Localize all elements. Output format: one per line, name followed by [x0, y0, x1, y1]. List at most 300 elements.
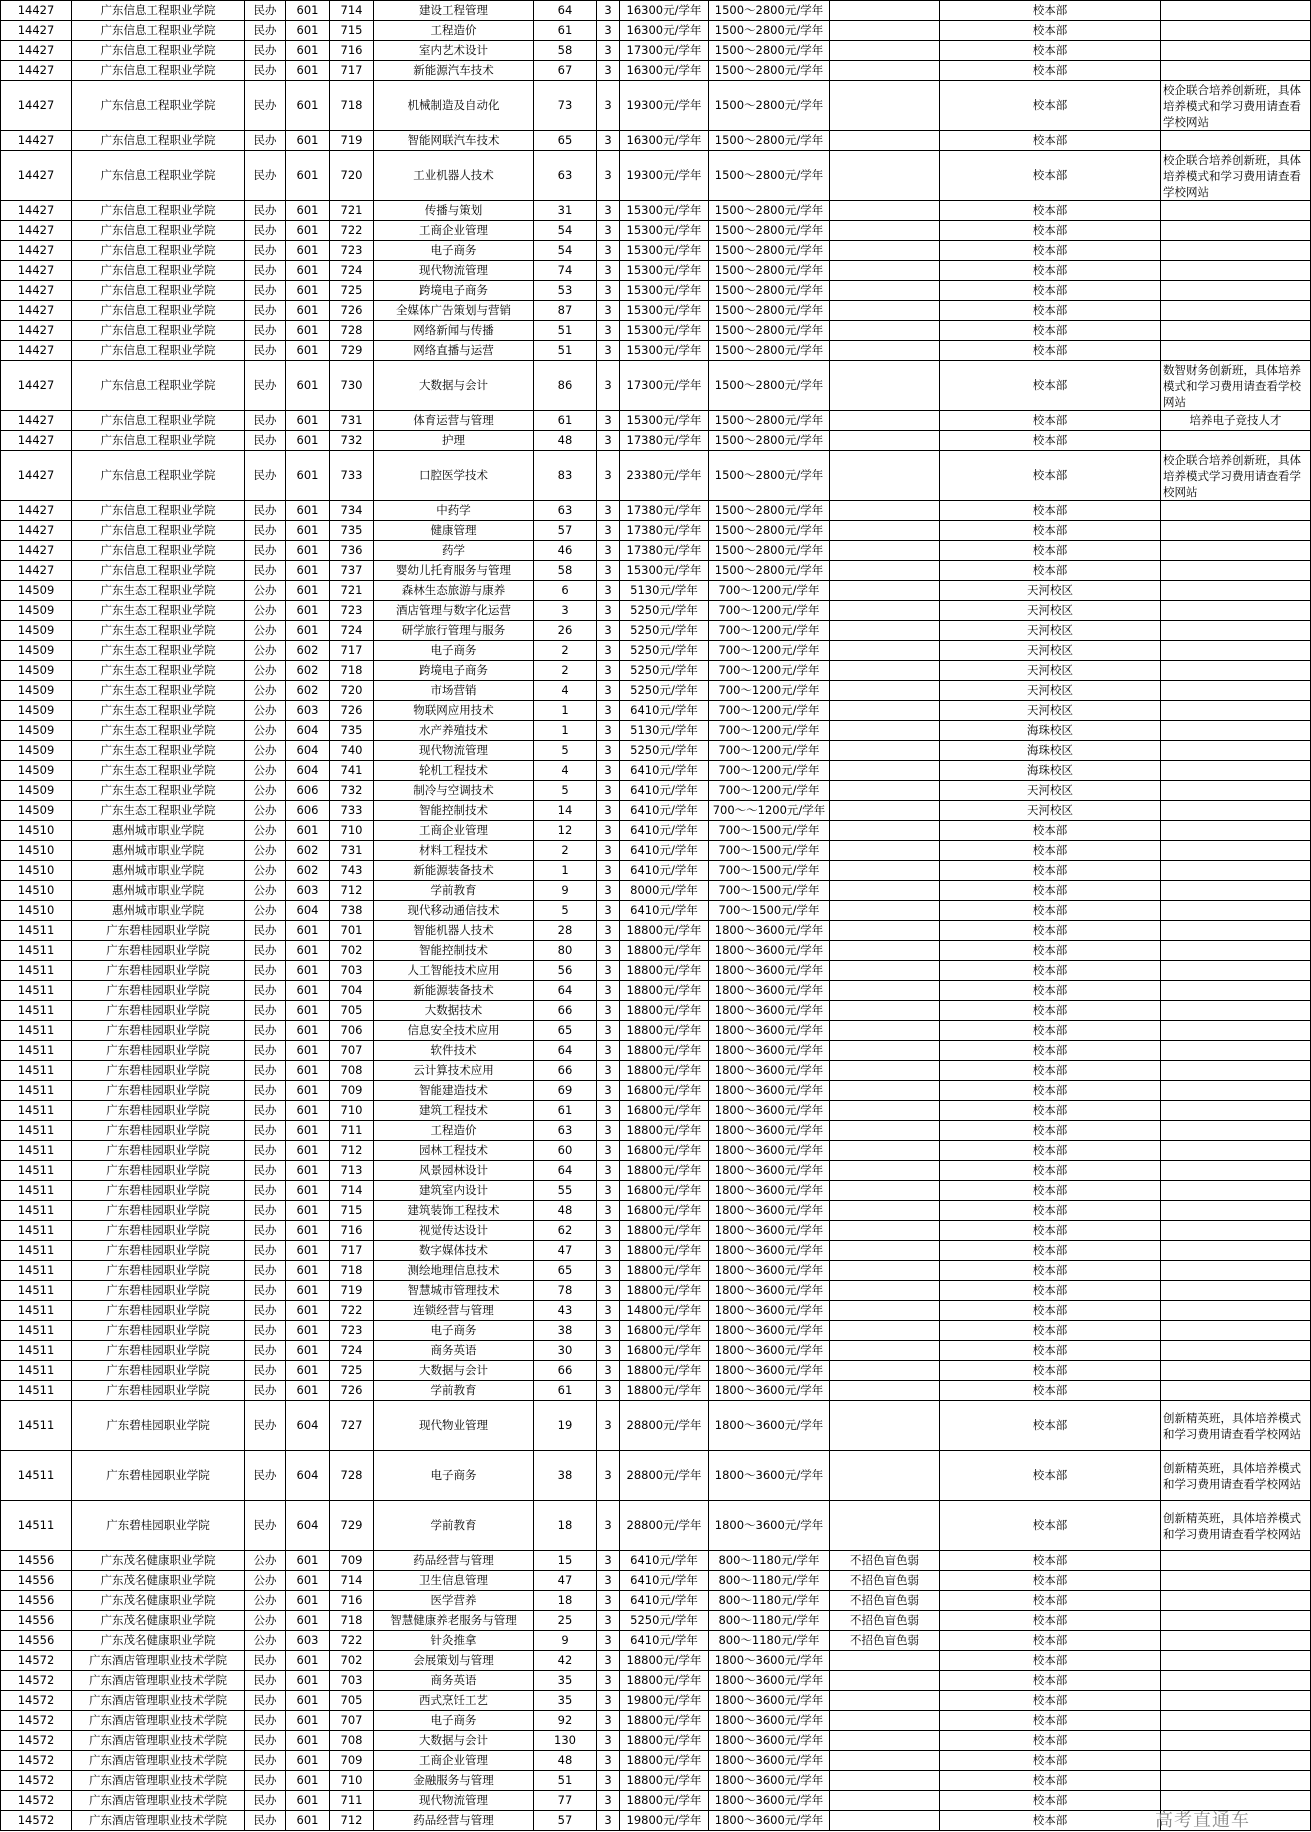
plan-count-cell: 2	[534, 661, 597, 681]
major-name-cell: 网络直播与运营	[374, 341, 534, 361]
major-code-cell: 731	[330, 841, 374, 861]
plan-count-cell: 47	[534, 1571, 597, 1591]
major-code-cell: 711	[330, 1791, 374, 1811]
remark-cell	[1161, 1671, 1311, 1691]
ownership-cell: 公办	[245, 781, 286, 801]
table-row	[1, 1671, 1311, 1691]
school-code-cell: 14511	[1, 1451, 72, 1501]
major-code-cell: 710	[330, 1771, 374, 1791]
school-code-cell: 14509	[1, 741, 72, 761]
table-row	[1, 131, 1311, 151]
ownership-cell: 公办	[245, 881, 286, 901]
school-code-cell: 14511	[1, 1261, 72, 1281]
remark-cell	[1161, 301, 1311, 321]
ownership-cell: 民办	[245, 221, 286, 241]
campus-cell: 校本部	[940, 901, 1161, 921]
accommodation-fee-cell: 1800～3600元/学年	[709, 1811, 830, 1831]
remark-cell	[1161, 1181, 1311, 1201]
major-code-cell: 704	[330, 981, 374, 1001]
remark-cell	[1161, 281, 1311, 301]
remark-cell	[1161, 1301, 1311, 1321]
remark-cell	[1161, 1381, 1311, 1401]
group-code-cell: 601	[286, 561, 330, 581]
ownership-cell: 民办	[245, 21, 286, 41]
restriction-cell	[830, 1671, 940, 1691]
duration-cell: 3	[597, 561, 620, 581]
school-name-cell: 广东信息工程职业学院	[72, 81, 245, 131]
campus-cell: 校本部	[940, 1771, 1161, 1791]
ownership-cell: 民办	[245, 1321, 286, 1341]
campus-cell: 校本部	[940, 281, 1161, 301]
remark-cell	[1161, 521, 1311, 541]
group-code-cell: 601	[286, 1791, 330, 1811]
plan-count-cell: 4	[534, 761, 597, 781]
ownership-cell: 民办	[245, 281, 286, 301]
plan-count-cell: 1	[534, 861, 597, 881]
group-code-cell: 602	[286, 861, 330, 881]
tuition-cell: 15300元/学年	[620, 241, 709, 261]
accommodation-fee-cell: 1500～2800元/学年	[709, 151, 830, 201]
tuition-cell: 6410元/学年	[620, 1551, 709, 1571]
campus-cell: 校本部	[940, 1691, 1161, 1711]
major-code-cell: 735	[330, 521, 374, 541]
school-name-cell: 广东碧桂园职业学院	[72, 1301, 245, 1321]
duration-cell: 3	[597, 921, 620, 941]
tuition-cell: 28800元/学年	[620, 1501, 709, 1551]
group-code-cell: 601	[286, 541, 330, 561]
plan-count-cell: 48	[534, 1751, 597, 1771]
accommodation-fee-cell: 1500～2800元/学年	[709, 451, 830, 501]
group-code-cell: 601	[286, 1161, 330, 1181]
group-code-cell: 601	[286, 1671, 330, 1691]
campus-cell: 校本部	[940, 1751, 1161, 1771]
plan-count-cell: 2	[534, 641, 597, 661]
remark-cell: 创新精英班，具体培养模式和学习费用请查看学校网站	[1161, 1501, 1311, 1551]
group-code-cell: 601	[286, 1651, 330, 1671]
school-code-cell: 14511	[1, 1181, 72, 1201]
school-code-cell: 14427	[1, 21, 72, 41]
tuition-cell: 6410元/学年	[620, 901, 709, 921]
campus-cell: 校本部	[940, 131, 1161, 151]
plan-count-cell: 51	[534, 321, 597, 341]
duration-cell: 3	[597, 1281, 620, 1301]
duration-cell: 3	[597, 131, 620, 151]
duration-cell: 3	[597, 1631, 620, 1651]
major-name-cell: 电子商务	[374, 241, 534, 261]
plan-count-cell: 46	[534, 541, 597, 561]
school-name-cell: 广东酒店管理职业技术学院	[72, 1731, 245, 1751]
ownership-cell: 民办	[245, 61, 286, 81]
major-code-cell: 701	[330, 921, 374, 941]
ownership-cell: 民办	[245, 921, 286, 941]
ownership-cell: 民办	[245, 521, 286, 541]
major-name-cell: 新能源装备技术	[374, 981, 534, 1001]
restriction-cell	[830, 1771, 940, 1791]
ownership-cell: 公办	[245, 581, 286, 601]
major-code-cell: 707	[330, 1711, 374, 1731]
school-code-cell: 14572	[1, 1711, 72, 1731]
table-row	[1, 241, 1311, 261]
group-code-cell: 601	[286, 501, 330, 521]
school-code-cell: 14510	[1, 881, 72, 901]
tuition-cell: 15300元/学年	[620, 281, 709, 301]
school-code-cell: 14427	[1, 281, 72, 301]
restriction-cell	[830, 1361, 940, 1381]
group-code-cell: 601	[286, 151, 330, 201]
restriction-cell	[830, 541, 940, 561]
table-row	[1, 1791, 1311, 1811]
major-code-cell: 718	[330, 661, 374, 681]
tuition-cell: 18800元/学年	[620, 1651, 709, 1671]
group-code-cell: 601	[286, 961, 330, 981]
major-name-cell: 智慧城市管理技术	[374, 1281, 534, 1301]
school-name-cell: 广东生态工程职业学院	[72, 601, 245, 621]
remark-cell	[1161, 321, 1311, 341]
table-row	[1, 661, 1311, 681]
table-row	[1, 1771, 1311, 1791]
school-name-cell: 广东碧桂园职业学院	[72, 1041, 245, 1061]
accommodation-fee-cell: 1800～3600元/学年	[709, 1141, 830, 1161]
group-code-cell: 601	[286, 281, 330, 301]
major-code-cell: 712	[330, 1141, 374, 1161]
campus-cell: 校本部	[940, 1161, 1161, 1181]
restriction-cell	[830, 1401, 940, 1451]
accommodation-fee-cell: 1800～3600元/学年	[709, 1061, 830, 1081]
major-name-cell: 网络新闻与传播	[374, 321, 534, 341]
plan-count-cell: 61	[534, 411, 597, 431]
major-name-cell: 电子商务	[374, 641, 534, 661]
school-code-cell: 14511	[1, 1061, 72, 1081]
major-name-cell: 新能源装备技术	[374, 861, 534, 881]
campus-cell: 校本部	[940, 21, 1161, 41]
school-name-cell: 广东茂名健康职业学院	[72, 1571, 245, 1591]
school-name-cell: 广东碧桂园职业学院	[72, 1161, 245, 1181]
group-code-cell: 604	[286, 741, 330, 761]
plan-count-cell: 61	[534, 1381, 597, 1401]
ownership-cell: 民办	[245, 1, 286, 21]
school-code-cell: 14509	[1, 621, 72, 641]
school-code-cell: 14556	[1, 1551, 72, 1571]
plan-count-cell: 5	[534, 901, 597, 921]
school-name-cell: 广东碧桂园职业学院	[72, 1061, 245, 1081]
restriction-cell	[830, 131, 940, 151]
campus-cell: 校本部	[940, 1201, 1161, 1221]
major-name-cell: 信息安全技术应用	[374, 1021, 534, 1041]
group-code-cell: 604	[286, 1401, 330, 1451]
school-code-cell: 14511	[1, 1221, 72, 1241]
accommodation-fee-cell: 700～1500元/学年	[709, 901, 830, 921]
school-code-cell: 14509	[1, 641, 72, 661]
duration-cell: 3	[597, 1181, 620, 1201]
ownership-cell: 公办	[245, 1571, 286, 1591]
major-code-cell: 718	[330, 81, 374, 131]
major-name-cell: 市场营销	[374, 681, 534, 701]
table-row	[1, 81, 1311, 131]
table-row	[1, 861, 1311, 881]
major-code-cell: 706	[330, 1021, 374, 1041]
plan-count-cell: 65	[534, 1021, 597, 1041]
ownership-cell: 民办	[245, 1691, 286, 1711]
table-row	[1, 1, 1311, 21]
duration-cell: 3	[597, 961, 620, 981]
restriction-cell	[830, 361, 940, 411]
ownership-cell: 民办	[245, 941, 286, 961]
accommodation-fee-cell: 1500～2800元/学年	[709, 521, 830, 541]
remark-cell	[1161, 1241, 1311, 1261]
plan-count-cell: 64	[534, 1161, 597, 1181]
ownership-cell: 公办	[245, 621, 286, 641]
remark-cell	[1161, 1281, 1311, 1301]
school-name-cell: 广东信息工程职业学院	[72, 541, 245, 561]
school-code-cell: 14510	[1, 821, 72, 841]
school-code-cell: 14427	[1, 261, 72, 281]
accommodation-fee-cell: 700～1500元/学年	[709, 881, 830, 901]
plan-count-cell: 6	[534, 581, 597, 601]
duration-cell: 3	[597, 1061, 620, 1081]
duration-cell: 3	[597, 941, 620, 961]
ownership-cell: 民办	[245, 1711, 286, 1731]
duration-cell: 3	[597, 1141, 620, 1161]
group-code-cell: 602	[286, 681, 330, 701]
campus-cell: 校本部	[940, 921, 1161, 941]
ownership-cell: 民办	[245, 1021, 286, 1041]
restriction-cell	[830, 601, 940, 621]
ownership-cell: 民办	[245, 1161, 286, 1181]
restriction-cell	[830, 721, 940, 741]
school-name-cell: 广东信息工程职业学院	[72, 61, 245, 81]
tuition-cell: 6410元/学年	[620, 761, 709, 781]
major-name-cell: 电子商务	[374, 1451, 534, 1501]
ownership-cell: 民办	[245, 1261, 286, 1281]
major-code-cell: 702	[330, 941, 374, 961]
table-row	[1, 41, 1311, 61]
table-row	[1, 761, 1311, 781]
remark-cell	[1161, 741, 1311, 761]
table-row	[1, 1731, 1311, 1751]
campus-cell: 校本部	[940, 151, 1161, 201]
campus-cell: 天河校区	[940, 781, 1161, 801]
school-name-cell: 广东碧桂园职业学院	[72, 1361, 245, 1381]
major-name-cell: 酒店管理与数字化运营	[374, 601, 534, 621]
duration-cell: 3	[597, 151, 620, 201]
table-row	[1, 921, 1311, 941]
restriction-cell	[830, 961, 940, 981]
plan-count-cell: 60	[534, 1141, 597, 1161]
plan-count-cell: 5	[534, 781, 597, 801]
major-name-cell: 软件技术	[374, 1041, 534, 1061]
tuition-cell: 6410元/学年	[620, 1591, 709, 1611]
table-row	[1, 1381, 1311, 1401]
remark-cell	[1161, 621, 1311, 641]
restriction-cell	[830, 1451, 940, 1501]
table-row	[1, 1691, 1311, 1711]
school-name-cell: 广东酒店管理职业技术学院	[72, 1791, 245, 1811]
plan-count-cell: 64	[534, 1, 597, 21]
plan-count-cell: 66	[534, 1061, 597, 1081]
major-name-cell: 电子商务	[374, 1321, 534, 1341]
tuition-cell: 18800元/学年	[620, 1261, 709, 1281]
school-name-cell: 广东信息工程职业学院	[72, 431, 245, 451]
campus-cell: 校本部	[940, 1361, 1161, 1381]
major-name-cell: 口腔医学技术	[374, 451, 534, 501]
restriction-cell	[830, 1221, 940, 1241]
school-name-cell: 惠州城市职业学院	[72, 881, 245, 901]
plan-count-cell: 9	[534, 1631, 597, 1651]
major-name-cell: 电子商务	[374, 1711, 534, 1731]
accommodation-fee-cell: 700～1500元/学年	[709, 861, 830, 881]
ownership-cell: 公办	[245, 701, 286, 721]
tuition-cell: 16300元/学年	[620, 61, 709, 81]
school-name-cell: 惠州城市职业学院	[72, 901, 245, 921]
tuition-cell: 16300元/学年	[620, 21, 709, 41]
group-code-cell: 601	[286, 1591, 330, 1611]
accommodation-fee-cell: 1500～2800元/学年	[709, 21, 830, 41]
duration-cell: 3	[597, 261, 620, 281]
major-code-cell: 734	[330, 501, 374, 521]
remark-cell	[1161, 1121, 1311, 1141]
school-name-cell: 广东酒店管理职业技术学院	[72, 1751, 245, 1771]
remark-cell: 创新精英班，具体培养模式和学习费用请查看学校网站	[1161, 1451, 1311, 1501]
ownership-cell: 民办	[245, 1241, 286, 1261]
major-name-cell: 视觉传达设计	[374, 1221, 534, 1241]
major-name-cell: 商务英语	[374, 1341, 534, 1361]
school-code-cell: 14427	[1, 131, 72, 151]
accommodation-fee-cell: 1500～2800元/学年	[709, 241, 830, 261]
remark-cell	[1161, 841, 1311, 861]
tuition-cell: 17380元/学年	[620, 431, 709, 451]
table-row	[1, 1611, 1311, 1631]
major-code-cell: 708	[330, 1731, 374, 1751]
group-code-cell: 601	[286, 321, 330, 341]
table-row	[1, 781, 1311, 801]
ownership-cell: 民办	[245, 1341, 286, 1361]
table-row	[1, 1181, 1311, 1201]
duration-cell: 3	[597, 1791, 620, 1811]
school-code-cell: 14509	[1, 721, 72, 741]
accommodation-fee-cell: 1800～3600元/学年	[709, 1201, 830, 1221]
ownership-cell: 民办	[245, 1301, 286, 1321]
restriction-cell	[830, 841, 940, 861]
major-code-cell: 721	[330, 201, 374, 221]
duration-cell: 3	[597, 1551, 620, 1571]
ownership-cell: 民办	[245, 201, 286, 221]
ownership-cell: 民办	[245, 131, 286, 151]
duration-cell: 3	[597, 781, 620, 801]
ownership-cell: 公办	[245, 1551, 286, 1571]
school-name-cell: 广东碧桂园职业学院	[72, 1401, 245, 1451]
tuition-cell: 18800元/学年	[620, 1241, 709, 1261]
group-code-cell: 601	[286, 1751, 330, 1771]
school-code-cell: 14427	[1, 411, 72, 431]
remark-cell	[1161, 661, 1311, 681]
remark-cell	[1161, 641, 1311, 661]
remark-cell	[1161, 1571, 1311, 1591]
ownership-cell: 民办	[245, 1061, 286, 1081]
table-row	[1, 1361, 1311, 1381]
school-name-cell: 广东信息工程职业学院	[72, 561, 245, 581]
major-code-cell: 731	[330, 411, 374, 431]
group-code-cell: 601	[286, 521, 330, 541]
plan-count-cell: 66	[534, 1001, 597, 1021]
remark-cell: 校企联合培养创新班，具体培养模式学习费用请查看学校网站	[1161, 451, 1311, 501]
tuition-cell: 18800元/学年	[620, 1021, 709, 1041]
restriction-cell	[830, 1141, 940, 1161]
school-name-cell: 广东信息工程职业学院	[72, 521, 245, 541]
tuition-cell: 15300元/学年	[620, 561, 709, 581]
campus-cell: 校本部	[940, 1301, 1161, 1321]
major-name-cell: 现代物流管理	[374, 741, 534, 761]
remark-cell	[1161, 961, 1311, 981]
school-name-cell: 广东生态工程职业学院	[72, 781, 245, 801]
major-code-cell: 726	[330, 301, 374, 321]
tuition-cell: 18800元/学年	[620, 1791, 709, 1811]
major-name-cell: 连锁经营与管理	[374, 1301, 534, 1321]
major-code-cell: 714	[330, 1181, 374, 1201]
accommodation-fee-cell: 700～1200元/学年	[709, 761, 830, 781]
school-code-cell: 14572	[1, 1691, 72, 1711]
accommodation-fee-cell: 1800～3600元/学年	[709, 1241, 830, 1261]
accommodation-fee-cell: 1800～3600元/学年	[709, 1451, 830, 1501]
duration-cell: 3	[597, 41, 620, 61]
table-body	[1, 1, 1311, 1831]
restriction-cell	[830, 341, 940, 361]
school-name-cell: 广东茂名健康职业学院	[72, 1631, 245, 1651]
ownership-cell: 公办	[245, 741, 286, 761]
school-name-cell: 广东生态工程职业学院	[72, 741, 245, 761]
table-row	[1, 1501, 1311, 1551]
duration-cell: 3	[597, 601, 620, 621]
restriction-cell	[830, 1241, 940, 1261]
tuition-cell: 19800元/学年	[620, 1691, 709, 1711]
ownership-cell: 民办	[245, 1401, 286, 1451]
campus-cell: 校本部	[940, 201, 1161, 221]
remark-cell	[1161, 1361, 1311, 1381]
ownership-cell: 民办	[245, 241, 286, 261]
major-code-cell: 717	[330, 641, 374, 661]
ownership-cell: 公办	[245, 861, 286, 881]
accommodation-fee-cell: 1500～2800元/学年	[709, 281, 830, 301]
campus-cell: 校本部	[940, 981, 1161, 1001]
duration-cell: 3	[597, 1381, 620, 1401]
school-name-cell: 广东信息工程职业学院	[72, 501, 245, 521]
tuition-cell: 18800元/学年	[620, 1121, 709, 1141]
accommodation-fee-cell: 1800～3600元/学年	[709, 941, 830, 961]
accommodation-fee-cell: 1800～3600元/学年	[709, 1731, 830, 1751]
school-code-cell: 14509	[1, 661, 72, 681]
group-code-cell: 601	[286, 1281, 330, 1301]
school-name-cell: 广东信息工程职业学院	[72, 321, 245, 341]
plan-count-cell: 56	[534, 961, 597, 981]
ownership-cell: 民办	[245, 1771, 286, 1791]
table-row	[1, 1061, 1311, 1081]
tuition-cell: 5250元/学年	[620, 741, 709, 761]
major-name-cell: 风景园林设计	[374, 1161, 534, 1181]
duration-cell: 3	[597, 1751, 620, 1771]
remark-cell	[1161, 501, 1311, 521]
remark-cell	[1161, 1081, 1311, 1101]
accommodation-fee-cell: 700～1500元/学年	[709, 821, 830, 841]
major-code-cell: 717	[330, 61, 374, 81]
plan-count-cell: 73	[534, 81, 597, 131]
restriction-cell	[830, 521, 940, 541]
duration-cell: 3	[597, 241, 620, 261]
remark-cell	[1161, 681, 1311, 701]
accommodation-fee-cell: 1500～2800元/学年	[709, 261, 830, 281]
plan-count-cell: 31	[534, 201, 597, 221]
major-name-cell: 建设工程管理	[374, 1, 534, 21]
restriction-cell	[830, 861, 940, 881]
major-name-cell: 学前教育	[374, 881, 534, 901]
